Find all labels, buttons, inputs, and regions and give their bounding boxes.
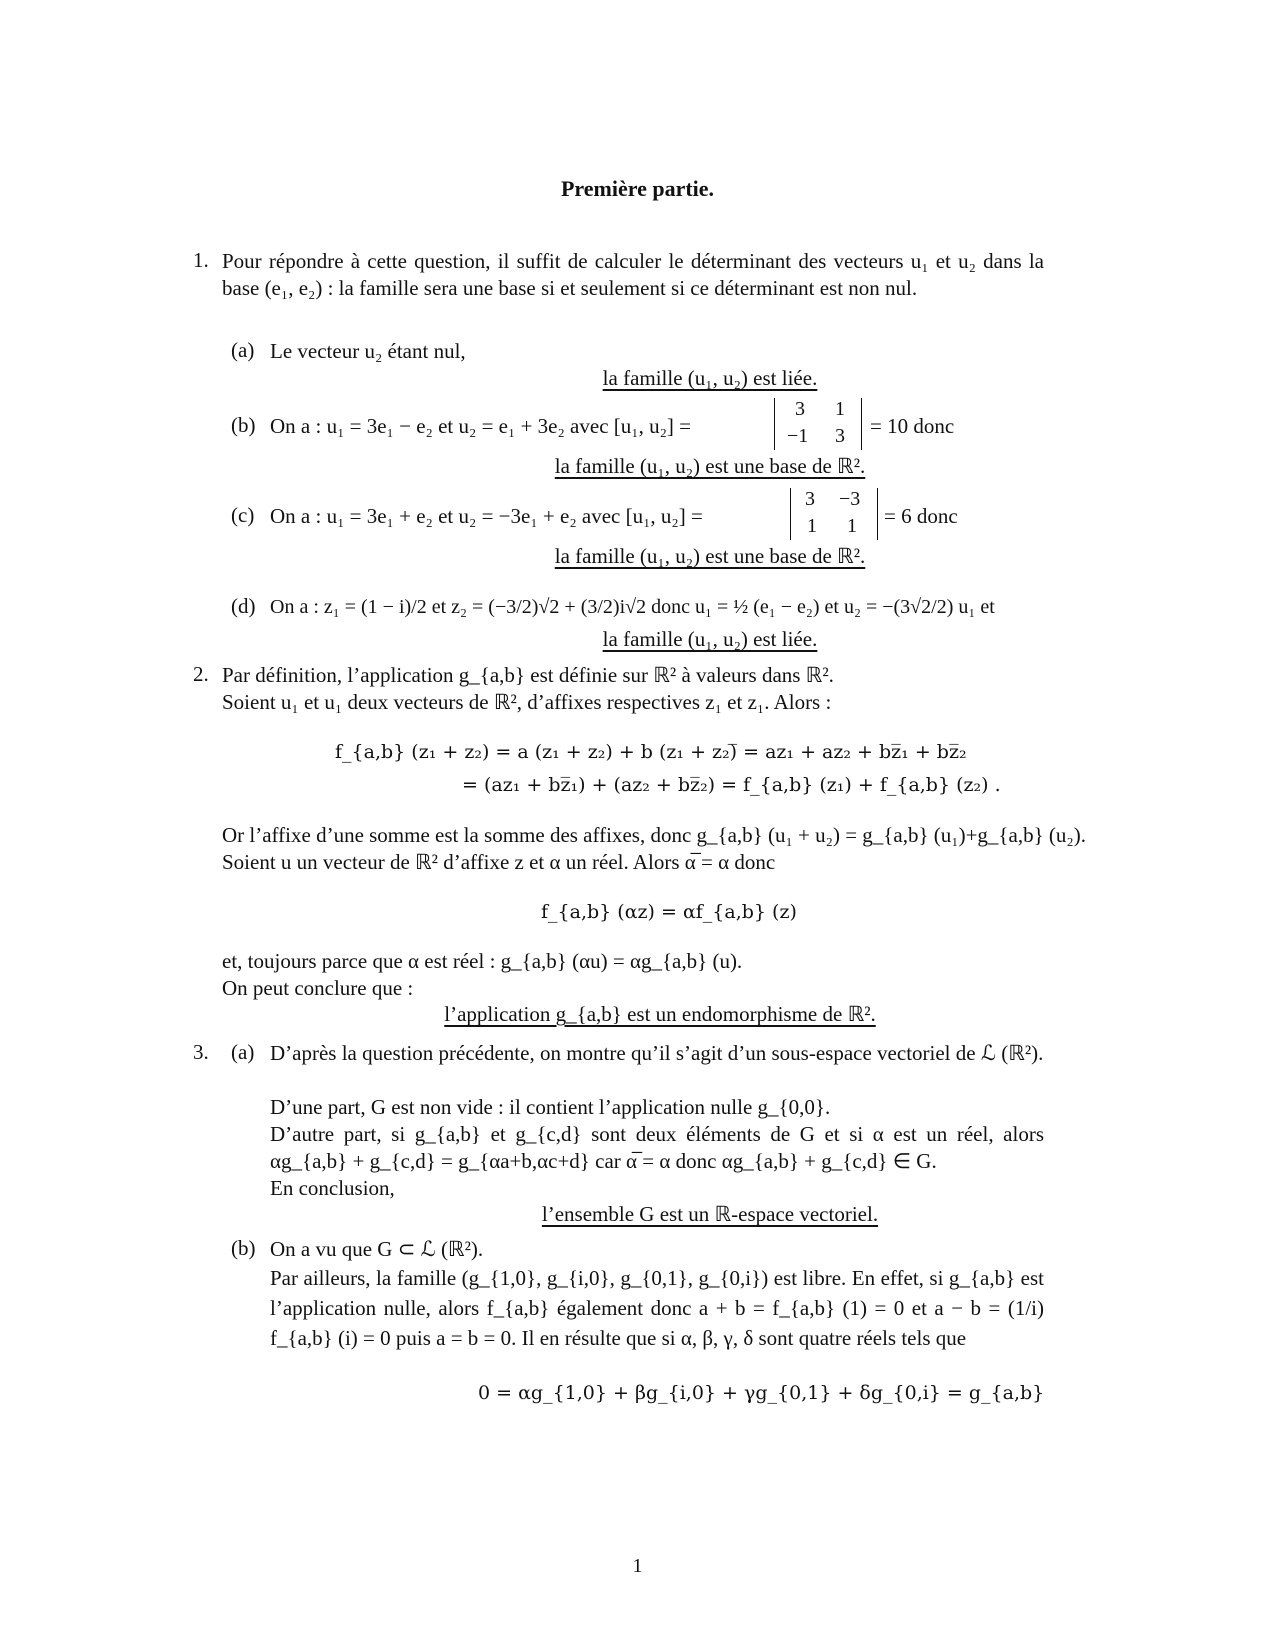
- q1c-determinant: [790, 488, 878, 540]
- q2-line5: et, toujours parce que α est réel : g_{a,b} (αu) = αg_{a,b} (u).: [222, 949, 743, 973]
- q3a-label: (a): [231, 1040, 255, 1064]
- section-title: Première partie.: [560, 176, 715, 201]
- det-entry: 3: [835, 425, 845, 447]
- q1a-text: Le vecteur u₂ étant nul,: [270, 339, 466, 363]
- q1d-label: (d): [231, 594, 256, 618]
- q3a-line1: D’après la question précédente, on montre qu’il s’agit d’un sous-espace vectoriel de ℒ (ℝ²).: [270, 1041, 1044, 1065]
- det-entry: 1: [847, 515, 857, 537]
- q3a-result: l’ensemble G est un ℝ-espace vectoriel.: [541, 1202, 879, 1226]
- q3a-line2: D’une part, G est non vide : il contient l’application nulle g_{0,0}.: [270, 1095, 831, 1119]
- q1b-result: la famille (u₁, u₂) est une base de ℝ².: [554, 454, 866, 478]
- q2-line2: Soient u₁ et u₁ deux vecteurs de ℝ², d’affixes respectives z₁ et z₁. Alors :: [222, 690, 832, 714]
- page-number: 1: [632, 1555, 643, 1577]
- q1b-text: On a : u₁ = 3e₁ − e₂ et u₂ = e₁ + 3e₂ avec [u₁, u₂] =: [270, 414, 691, 438]
- q3b-equation: 0 = αg_{1,0} + βg_{i,0} + γg_{0,1} + δg_{0,i} = g_{a,b}: [478, 1382, 1045, 1404]
- q1b-determinant: [774, 398, 862, 450]
- det-entry: 3: [795, 398, 805, 420]
- q1c-text: On a : u₁ = 3e₁ + e₂ et u₂ = −3e₁ + e₂ avec [u₁, u₂] =: [270, 504, 703, 528]
- question-2-number: 2.: [193, 662, 209, 686]
- q1d-text: On a : z₁ = (1 − i)/2 et z₂ = (−3/2)√2 + (3/2)i√2 donc u₁ = ½ (e₁ − e₂) et u₂ = −(3√2/2) u₁ et: [270, 596, 995, 618]
- q2-equation-1: f_{a,b} (z₁ + z₂) = a (z₁ + z₂) + b (z₁ + z₂)̅ = az₁ + az₂ + bz̅₁ + bz̅₂: [335, 741, 967, 763]
- q2-line6: On peut conclure que :: [222, 976, 414, 1000]
- question-1-number: 1.: [193, 248, 209, 272]
- det-entry: −3: [839, 488, 861, 510]
- q2-equation-2: = (az₁ + bz̅₁) + (az₂ + bz̅₂) = f_{a,b} (z₁) + f_{a,b} (z₂) .: [462, 774, 1001, 796]
- q2-equation-3: f_{a,b} (αz) = αf_{a,b} (z): [541, 901, 797, 923]
- q1c-result: la famille (u₁, u₂) est une base de ℝ².: [554, 544, 866, 568]
- q1a-label: (a): [231, 338, 255, 362]
- q3b-label: (b): [231, 1236, 256, 1260]
- q3b-line1: On a vu que G ⊂ ℒ (ℝ²).: [270, 1237, 484, 1261]
- q1c-label: (c): [231, 503, 255, 527]
- det-entry: 1: [835, 398, 845, 420]
- q3a-line4: En conclusion,: [270, 1176, 395, 1200]
- q3b-line2: Par ailleurs, la famille (g_{1,0}, g_{i,0}, g_{0,1}, g_{0,i}) est libre. En effet, si g_{a,b} est l’application nulle, alors f_{a,b} également donc a + b = f_{a,b} (1) = 0 et a − b = (1/i) f_{a,b} (i) = 0 puis a = b = 0. Il en résulte que si α, β, γ, δ sont quatre réels tels que: [270, 1266, 1044, 1350]
- det-entry: −1: [787, 425, 809, 447]
- q1a-result: la famille (u₁, u₂) est liée.: [602, 366, 818, 390]
- q2-result: l’application g_{a,b} est un endomorphisme de ℝ².: [444, 1002, 876, 1026]
- question-1-intro: Pour répondre à cette question, il suffit de calculer le déterminant des vecteurs u₁ et u₂ dans la base (e₁, e₂) : la famille sera une base si et seulement si ce déterminant est non nul.: [222, 249, 1044, 300]
- q1c-after: = 6 donc: [884, 504, 958, 528]
- q2-line4: Soient u un vecteur de ℝ² d’affixe z et α un réel. Alors α̅ = α donc: [222, 850, 776, 874]
- q3a-line3: D’autre part, si g_{a,b} et g_{c,d} sont deux éléments de G et si α est un réel, alors αg_{a,b} + g_{c,d} = g_{αa+b,αc+d} car α̅ = α donc αg_{a,b} + g_{c,d} ∈ G.: [270, 1122, 1044, 1173]
- question-3-number: 3.: [193, 1040, 209, 1064]
- q1d-result: la famille (u₁, u₂) est liée.: [602, 627, 818, 651]
- det-entry: 1: [807, 515, 817, 537]
- q2-line1: Par définition, l’application g_{a,b} est définie sur ℝ² à valeurs dans ℝ².: [222, 663, 834, 687]
- det-entry: 3: [805, 488, 815, 510]
- q1b-after: = 10 donc: [870, 414, 955, 438]
- q2-line3: Or l’affixe d’une somme est la somme des affixes, donc g_{a,b} (u₁ + u₂) = g_{a,b} (u₁)+g_{a,b} (u₂).: [222, 823, 1086, 847]
- q1b-label: (b): [231, 413, 256, 437]
